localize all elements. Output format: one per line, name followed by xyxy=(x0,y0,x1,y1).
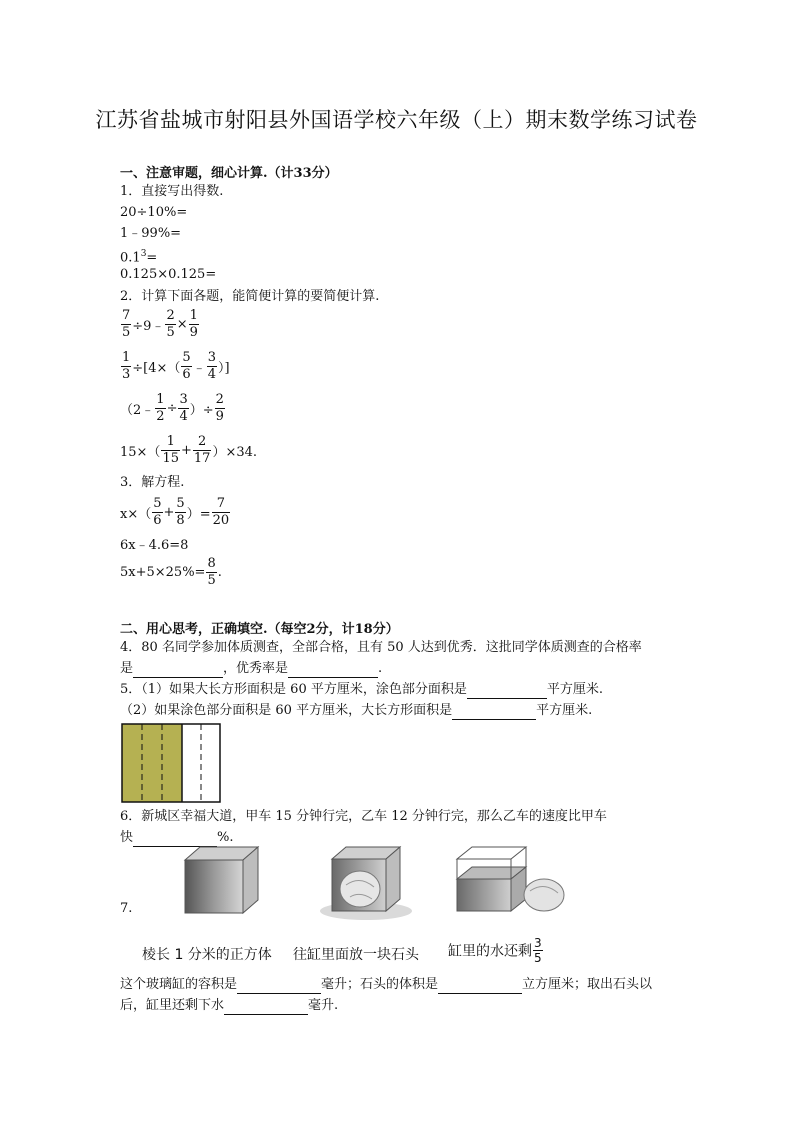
q2-expression-3: （2﹣ $\frac{1}{2}$ ÷ $\frac{3}{4}$ ）÷ $\frac{2}{9}$ xyxy=(120,392,224,424)
q6-line-1: 6．新城区幸福大道，甲车 15 分钟行完，乙车 12 分钟行完，那么乙车的速度比甲车 xyxy=(120,809,607,824)
fraction: $\frac{8}{5}$ xyxy=(207,556,216,588)
figure-caption-1: 棱长 1 分米的正方体 xyxy=(142,947,272,963)
answer-blank[interactable] xyxy=(467,684,547,699)
q6-line-2: 快 %. xyxy=(120,830,234,845)
q4-line-1: 4．80 名同学参加体质测查，全部合格，且有 50 人达到优秀．这批同学体质测查的合格率 xyxy=(120,640,642,655)
stone-shape xyxy=(524,879,564,911)
fraction: $\frac{1}{9}$ xyxy=(189,308,198,340)
shaded-region xyxy=(122,724,182,802)
fraction: $\frac{2}{9}$ xyxy=(215,392,224,424)
q2-expression-4: 15×（ $\frac{1}{15}$ + $\frac{2}{17}$ ）×34. xyxy=(120,434,258,466)
fraction: $\frac{2}{5}$ xyxy=(166,308,175,340)
q1-item: 0.125×0.125= xyxy=(120,267,217,282)
section2-heading: 二、用心思考，正确填空.（每空2分，计18分） xyxy=(120,622,399,637)
answer-blank[interactable] xyxy=(452,705,536,720)
q1-label: 1．直接写出得数. xyxy=(120,184,224,199)
section1-heading: 一、注意审题，细心计算.（计33分） xyxy=(120,166,338,181)
fraction: $\frac{1}{2}$ xyxy=(156,392,165,424)
q7-line-1: 这个玻璃缸的容积是 毫升；石头的体积是 立方厘米；取出石头以 xyxy=(120,977,653,992)
fraction: $\frac{7}{5}$ xyxy=(122,308,131,340)
fraction: $\frac{2}{17}$ xyxy=(193,434,211,466)
fraction: $\frac{1}{3}$ xyxy=(122,350,131,382)
q2-expression-2: $\frac{1}{3}$ ÷[4×（ $\frac{5}{6}$ ﹣ $\frac{3}{4}$ ）] xyxy=(122,350,230,382)
fraction: $\frac{3}{4}$ xyxy=(179,392,188,424)
document-title: 江苏省盐城市射阳县外国语学校六年级（上）期末数学练习试卷 xyxy=(95,108,698,132)
q3-equation-2: 6x﹣4.6=8 xyxy=(120,538,189,553)
answer-blank[interactable] xyxy=(133,663,223,678)
fraction: $\frac{1}{15}$ xyxy=(162,434,179,466)
q1-item: 20÷10%= xyxy=(120,205,188,220)
q3-equation-1: x×（ $\frac{5}{6}$ + $\frac{5}{8}$ ）= $\frac{7}{20}$ xyxy=(120,496,230,528)
q5-line-2: （2）如果涂色部分面积是 60 平方厘米，大长方形面积是 平方厘米. xyxy=(120,703,593,718)
fraction: $\frac{3}{5}$ xyxy=(534,936,542,965)
fraction: $\frac{5}{6}$ xyxy=(182,350,191,382)
answer-blank[interactable] xyxy=(438,979,522,994)
q7-line-2: 后，缸里还剩下水 毫升. xyxy=(120,998,339,1013)
fraction: $\frac{3}{4}$ xyxy=(207,350,216,382)
q1-item: 1﹣99%= xyxy=(120,226,182,241)
fraction: $\frac{5}{8}$ xyxy=(176,496,185,528)
stone-shape xyxy=(340,871,380,907)
figure-caption-2: 往缸里面放一块石头 xyxy=(293,947,419,963)
glass-cube-full-icon xyxy=(180,845,262,915)
answer-blank[interactable] xyxy=(288,663,378,678)
shaded-rectangle-figure xyxy=(120,722,224,804)
q2-expression-1: $\frac{7}{5}$ ÷9﹣ $\frac{2}{5}$ × $\frac{1}{9}$ xyxy=(122,308,198,340)
answer-blank[interactable] xyxy=(224,1000,308,1015)
fraction: $\frac{7}{20}$ xyxy=(212,496,230,528)
q3-equation-3: 5x+5×25%= $\frac{8}{5}$ . xyxy=(120,556,222,588)
q3-label: 3．解方程. xyxy=(120,475,185,490)
glass-cube-with-stone-icon xyxy=(318,845,418,923)
q2-label: 2．计算下面各题，能简便计算的要简便计算. xyxy=(120,289,380,304)
glass-cube-partial-with-stone-icon xyxy=(452,845,568,915)
answer-blank[interactable] xyxy=(237,979,321,994)
q5-line-1: 5．（1）如果大长方形面积是 60 平方厘米，涂色部分面积是 平方厘米. xyxy=(120,682,603,697)
q1-item: $0.1^3=$ xyxy=(120,249,158,266)
figure-caption-3: 缸里的水还剩 $\frac{3}{5}$ xyxy=(448,936,542,965)
q4-line-2: 是 ，优秀率是 . xyxy=(120,661,383,676)
q7-number: 7. xyxy=(120,901,133,916)
fraction: $\frac{5}{6}$ xyxy=(153,496,162,528)
